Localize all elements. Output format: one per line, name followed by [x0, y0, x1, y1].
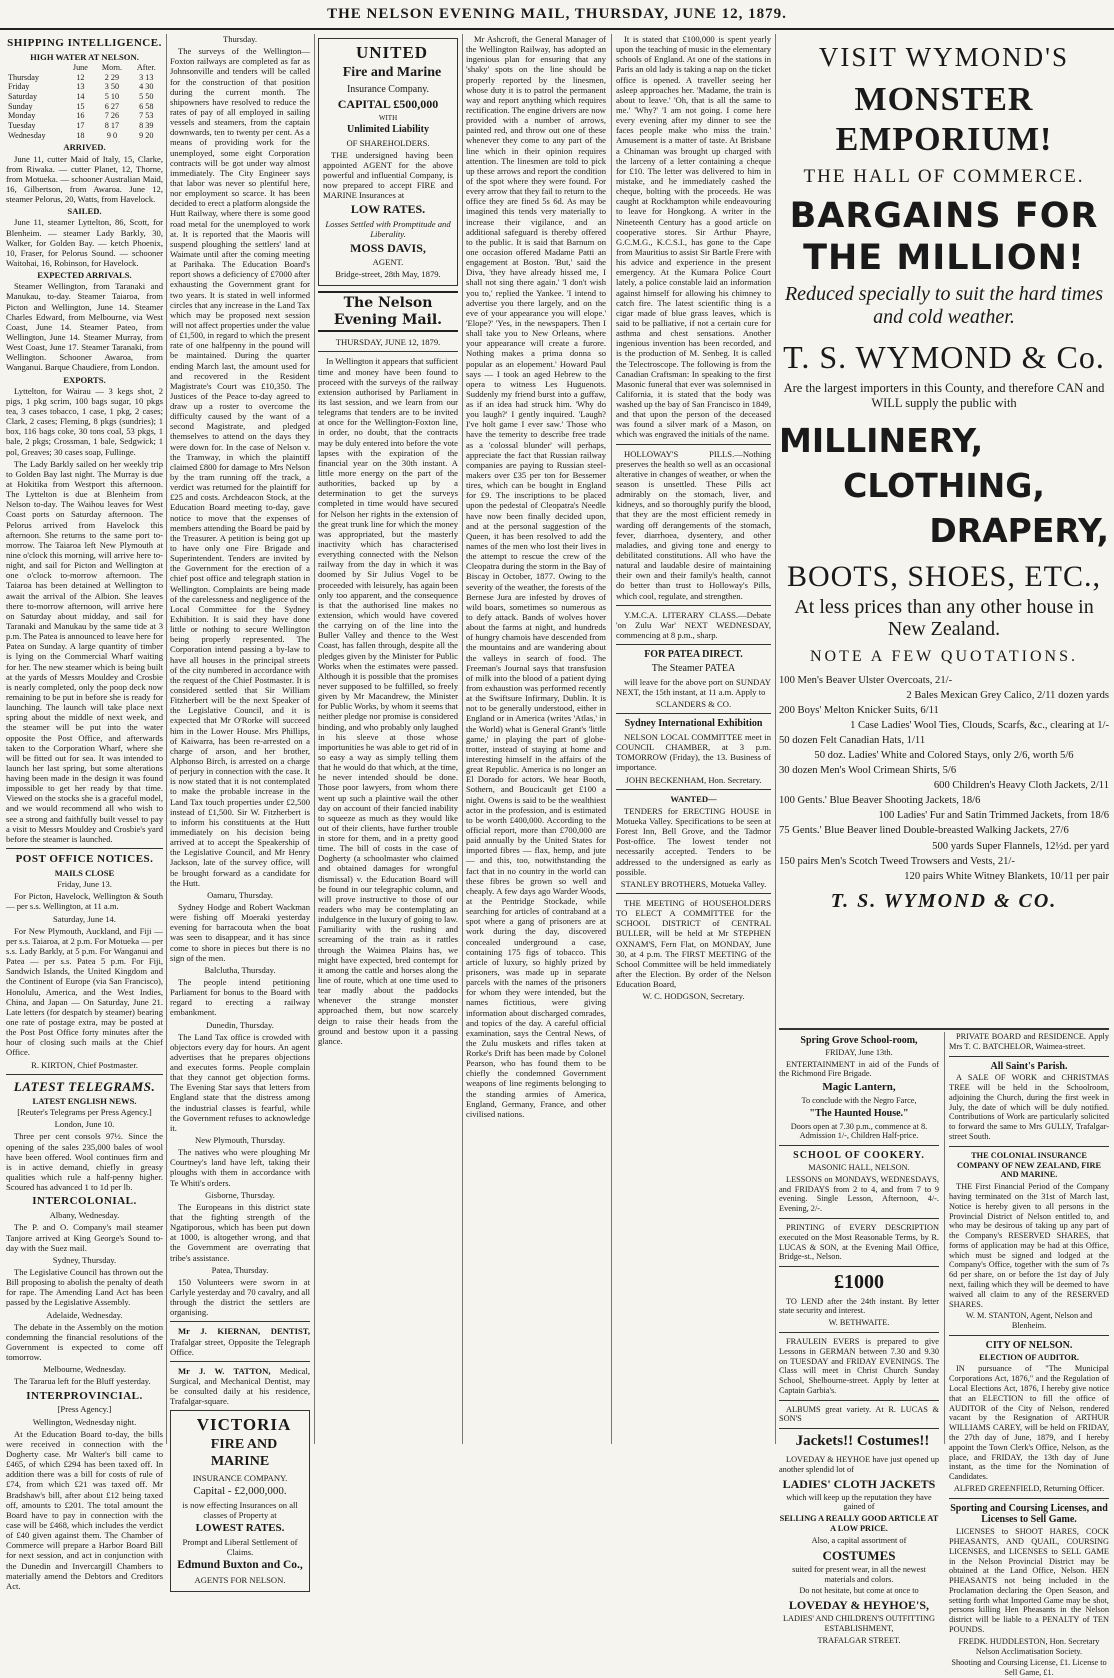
colonial-head: THE COLONIAL INSURANCE COMPANY OF NEW ZEALAND, FIRE AND MARINE. — [956, 1150, 1102, 1180]
intercol-text: The P. and O. Company's mail steamer Tanjore arrived at King George's Sound to-day with the Suez mail. — [6, 1222, 163, 1253]
cookery-text: LESSONS on MONDAYS, WEDNESDAYS, and FRIDAYS from 2 to 4, and from 7 to 9 evening. Single Lesson, Afternoon, 4/-. Evening, 2/-. — [779, 1174, 939, 1214]
column-editorial — [318, 34, 458, 1444]
doors-text: Doors open at 7.30 p.m., commence at 8. Admission 1/-, Children Half-price. — [790, 1121, 928, 1141]
wymond-visit: VISIT WYMOND'S — [818, 42, 1070, 72]
albums-ad: ALBUMS great variety. At R. LUCAS & SON'S — [779, 1404, 939, 1424]
hesitate: Do not hesitate, but come at once to — [799, 1586, 919, 1596]
postmaster: R. KIRTON, Chief Postmaster. — [31, 1059, 138, 1070]
holloway-ad: HOLLOWAY'S PILLS.—Nothing preserves the health so well as an occasional alterative in changes of weather, or when the season is unsettled. These Pills act admirably on the stomach, liver, and kidneys, and so thoroughly purify the blood, that they are the most efficient remedy in warding off derangements of the stomach, fever, diarrhoea, dysentery, and other maladies, and giving tone and energy to debilitated constitutions. All who have the natural and laudable desire of maintaining their own and their family's health, cannot do better than trust to Holloway's Pills, which cool, regulate, and strengthen. — [616, 448, 771, 601]
wymond-prices: At less prices than any other house in New Zealand. — [794, 596, 1094, 641]
lh-text-2: which will keep up the reputation they have gained of — [786, 1492, 932, 1512]
expected-heading: EXPECTED ARRIVALS. — [37, 270, 132, 281]
dunedin-text: The Land Tax office is crowded with objectors every day for hours. An agent advertises that he prepares objections and executes forms. People complain that they cannot get objection forms. The Evening Star says that letters from England state that the distress among the industrial classes is fearful, while the Government refuses to acknowledge it. — [170, 1031, 310, 1133]
ad-tatton: Mr J. W. TATTON, Medical, Surgical, and Mechanical Dentist, may be consulted daily at his residence, Trafalgar-square. — [170, 1365, 310, 1407]
paper-title: The Nelson Evening Mail. — [318, 291, 458, 332]
english-text: Three per cent consols 97½. Since the opening of the sales 235,000 bales of wool have been offered. Wool continues firm and is in active demand, chiefly in greasy qualities which rule a half-penny higher. Scoured has advanced 1 to 1d per lb. — [6, 1131, 163, 1193]
arrived-text: June 11, cutter Maid of Italy, 15, Clarke, from Riwaka. — cutter Planet, 12, Thorne, from Motueka. — schooner Australian Maid, 16, Gilbertson, from Awaroa. June 12, steamer Pelorus, 20, Watts, from Havelock. — [6, 153, 163, 205]
patea-agent: SCLANDERS & CO. — [655, 699, 732, 710]
sporting-head: Sporting and Coursing Licenses, and Licenses to Sell Game. — [950, 1502, 1108, 1526]
sailed-heading: SAILED. — [67, 206, 102, 217]
wymond-bargains: BARGAINS FOR THE MILLION! — [789, 196, 1099, 278]
albany-dateline: Albany, Wednesday. — [49, 1210, 120, 1221]
quotation-list — [779, 673, 1109, 883]
reuter-note: [Reuter's Telegrams per Press Agency.] — [17, 1107, 152, 1118]
printing-ad: PRINTING of EVERY DESCRIPTION executed on the Most Reasonable Terms, by R. LUCAS & SON, at the Evening Mail Office, Bridge-st., Nelson. — [779, 1222, 939, 1262]
classifieds — [779, 1032, 1109, 1678]
column-telegrams — [170, 34, 310, 1585]
editorial-text: In Wellington it appears that sufficient time and money have been found to proceed with the surveys of the railway extension authorised by Parliament in its last session, and we learn from our telegrams that tenders are to be invited at once for the Wellington-Foxton line, in order, no doubt, that the contracts may be duly entered into before the vote lapses with the expiration of the financial year on the 30th instant. A little more energy on the part of the authorities, backed up by a determination to get the surveys completed in time would have secured for Nelson her rights in the extension of the great trunk line for which the money was appropriated, but the masterly inactivity which has characterised everything connected with the Nelson railway from the day in which it was doomed by Sir Julius Vogel to be proceeded with leisurely, has again been only too apparent, and the consequence is that the authorised line makes no extension, which would have covered the carrying on of the line into the Buller Valley and thence to the West Coast, has fallen through, despite all the pledges given by the Minister for Public Works when the estimates were passed. Although it is possible that the promises never supposed to be fulfilled, so freely given by Mr Macandrew, the Minister for Public Works, by whom it seems that neither pledge nor promise is considered binding, and who probably only laughed in his sleeve at those whose importunities he was able to get rid of in so easy a way as simply telling them that he would do that which, at the time, he never intended should be done. Those poor lawyers, from whom there went up such a plaintive wail the other day on account of their fancied inability to squeeze as much as they would like out of their clients, have further trouble in store for them, and in a pretty good time. The bill of costs in the case of Dogherty (a schoolmaster who claimed and obtained damages for wrongful dismissal) v. the Education Board will be found in our telegraphic column, and will prove instructive to those of our readers who may be contemplating an indulgence in the luxury of going to law. Familiarity with the rushing and screaming of the train as it rattles through the Waimea Plains has, we might have expected, bred contempt for it among the cattle and horses along the line of route, which at one time used to tear madly about the paddocks whenever the strange monster approached them, but now scarcely deign to raise their heads from the ground and bestow upon it a passing glance. — [318, 356, 458, 1046]
balclutha-text: The people intend petitioning Parliament for bonus to the Board with regard to erecting a railway embankment. — [170, 976, 310, 1018]
column-rule — [314, 34, 315, 1444]
mails-close: MAILS CLOSE — [54, 868, 115, 879]
table-row: Saturday 14 5 10 5 50 — [8, 92, 154, 102]
patea-head: FOR PATEA DIRECT. — [644, 649, 743, 661]
householders-text: THE MEETING of HOUSEHOLDERS TO ELECT A COMMITTEE for the SCHOOL DISTRICT of CENTRAL BULLER, will be held at Mr STEPHEN OXNAM'S, Fern Flat, on MONDAY, June 30, at 4 p.m. The FIRST MEETING of the School Committee will be held immediately after the Election. By order of the Nelson Education Board, — [616, 897, 771, 990]
colonial-text: THE First Financial Period of the Company having terminated on the 31st of March last, Notice is hereby given to all persons in the Provincial District of Nelson entitled to, and who may be desirous of taking up any part of the Company's RESERVED SHARES, that forms of application may be had at this Office, which must be signed and lodged at the Company's Office, together with the sum of 7s 6d per share, on or before the 1st day of July next, failing which they will be deemed to have waived all claim to any of the RESERVED SHARES. — [949, 1182, 1109, 1309]
expected-text: Steamer Wellington, from Taranaki and Manukau, to-day. Steamer Taiaroa, from Picton and Wellington, June 14. Steamer Charles Edward, from Melbourne, via West Coast, June 14. Steamer Pateo, from Wellington, June 14. Steamer Murray, from West Coast, June 17. Steamer Taranaki, from Wellington. Schooner Awaroa, from Wanganui. Barque Chaudiere, from London. — [6, 281, 163, 373]
column-rule — [462, 34, 463, 1444]
wellington-dateline: Wellington, Wednesday night. — [32, 1416, 137, 1427]
column-shipping — [6, 34, 163, 1591]
spring-date: FRIDAY, June 13th. — [825, 1047, 893, 1057]
list-item: 200 Boys' Melton Knicker Suits, 6/11 — [779, 705, 939, 717]
sydney-exhibition-sec: JOHN BECKENHAM, Hon. Secretary. — [625, 774, 762, 785]
householders-sig: W. C. HODGSON, Secretary. — [642, 991, 745, 1002]
wymond-millinery: MILLINERY, — [779, 421, 984, 461]
gisborne-dateline: Gisborne, Thursday. — [205, 1189, 275, 1200]
wymond-boots: BOOTS, SHOES, ETC., — [786, 559, 1102, 593]
adelaide-dateline: Adelaide, Wednesday. — [46, 1309, 123, 1320]
ad-kiernan: Mr J. KIERNAN, DENTIST, Trafalgar street, Opposite the Telegraph Office. — [170, 1326, 310, 1357]
outfit: LADIES' AND CHILDREN'S OUTFITTING ESTABLISHMENT, — [782, 1614, 936, 1634]
list-item: 2 Bales Mexican Grey Calico, 2/11 dozen yards — [906, 690, 1109, 702]
masthead — [0, 0, 1114, 30]
column-rule — [166, 34, 167, 1444]
wanted-text: TENDERS for ERECTING HOUSE in Motueka Valley. Specifications to be seen at Forest Inn, Bell Grove, and the Tadmor Post-office. The lowest tender not necessarily accepted. Tenders to be addressed to the undersigned as early as possible. — [616, 805, 771, 877]
tide-col-june: June — [72, 63, 88, 73]
post-heading: POST OFFICE NOTICES. — [15, 853, 154, 866]
dunedin-dateline: Dunedin, Thursday. — [206, 1019, 274, 1030]
newplymouth-dateline: New Plymouth, Thursday. — [195, 1135, 285, 1146]
oamaru-text: Sydney Hodge and Robert Wackman were fishing off Moeraki yesterday evening for barracouta when the boat was seen to disappear, and it has since come to shore in pieces but there is no sign of the men. — [170, 901, 310, 963]
trafalgar: TRAFALGAR STREET. — [817, 1635, 901, 1645]
patea-text: 150 Volunteers were sworn in at Carlyle yesterday and 70 cavalry, and all through the district the settlers are organising. — [170, 1276, 310, 1318]
list-item: 500 yards Super Flannels, 12½d. per yard — [932, 840, 1109, 852]
tide-col-after: After. — [136, 63, 156, 73]
lend-sig: W. BETHWAITE. — [828, 1318, 890, 1328]
sporting-text: LICENSES to SHOOT HARES, COCK PHEASANTS, AND QUAIL, COURSING LICENSES, and LICENSES to SELL GAME in the Nelson Provincial District may be obtained at the Land Office, Nelson. HEN PHEASANTS not being included in the Proclamation declaring the Open Season, and setting forth what Imported Game may be shot, persons killing Hen Pheasants in the Nelson district will be liable to a PENALTY of TEN POUNDS. — [949, 1527, 1109, 1635]
saints-head: All Saint's Parish. — [990, 1060, 1068, 1072]
patea-text: will leave for the above port on SUNDAY NEXT, the 15th instant, at 11 a.m. Apply to — [616, 676, 771, 697]
post-text-2: For New Plymouth, Auckland, and Fiji — per s.s. Taiaroa, at 2 p.m. For Motueka — per s.s. Lady Barkly, at 5 p.m. For Wanganui and Patea — per s.s. Patea 5 p.m. For Fiji, Sandwich Islands, the United Kingdom and the Continent of Europe (via San Francisco), Honolulu, America, and the West Indies, China, and Japan — On Saturday, June 21. Late letters (for despatch by steamer) bearing one rate of postage extra, may be posted at the Post Post Office forty minutes after the hour of closing such mails at the Chief Office. — [6, 925, 163, 1058]
magic-lantern: Magic Lantern, — [822, 1081, 896, 1094]
balclutha-dateline: Balclutha, Thursday. — [204, 964, 276, 975]
haunted-house: "The Haunted House." — [809, 1107, 909, 1119]
interprov-heading: INTERPROVINCIAL. — [26, 1389, 143, 1402]
ladies-jackets: LADIES' CLOTH JACKETS — [782, 1476, 936, 1491]
wymond-importers: Are the largest importers in this County, and therefore CAN and WILL supply the public with — [783, 380, 1105, 411]
colonial-sig: W. M. STANTON, Agent, Nelson and Blenheim. — [965, 1311, 1093, 1331]
english-heading: LATEST ENGLISH NEWS. — [32, 1096, 137, 1107]
list-item: 120 pairs White Witney Blankets, 10/11 per pair — [904, 870, 1109, 882]
cookery-hall: MASONIC HALL, NELSON. — [808, 1163, 910, 1173]
wymond-monster: MONSTER EMPORIUM! — [835, 80, 1053, 158]
column-rule — [611, 34, 612, 1444]
post-text-1: For Picton, Havelock, Wellington & South — per s.s. Wellington, at 11 a.m. — [6, 891, 163, 912]
cookery-head: SCHOOL OF COOKERY. — [793, 1150, 925, 1162]
ad-victoria: VICTORIA FIRE AND MARINE INSURANCE COMPANY. Capital - £2,000,000. is now effecting Insurances on all classes of Property at LOWEST RATES. Prompt and Liberal Settlement of Claims. Edmund Buxton and Co., AGENTS FOR NELSON. — [170, 1410, 310, 1591]
sailed-text: June 11, steamer Lyttelton, 86, Scott, for Blenheim. — steamer Lady Barkly, 30, Walker, for Golden Bay. — ketch Phoenix, 10, Fraser, for Pelorus Sound. — schooner Waitohai, 16, Robinson, for Havelock. — [6, 217, 163, 269]
wymond-reduced: Reduced specially to suit the hard times and cold weather. — [784, 283, 1104, 329]
spring-text: ENTERTAINMENT in aid of the Funds of the Richmond Fire Brigade. — [779, 1059, 939, 1079]
jackets-head: Jackets!! Costumes!! — [795, 1433, 930, 1450]
shipping-heading: SHIPPING INTELLIGENCE. — [7, 37, 162, 49]
thursday-dateline: Thursday. — [222, 34, 258, 44]
table-row: Wednesday 18 9 0 9 20 — [8, 130, 154, 140]
tide-heading: HIGH WATER AT NELSON. — [30, 51, 139, 62]
ad-united: UNITED Fire and Marine Insurance Company. CAPITAL £500,000 WITH Unlimited Liability OF SHAREHOLDERS. THE undersigned having been appointed AGENT for the above powerful and influential Company, is now prepared to accept FIRE and MARINE Insurances at LOW RATES. Losses Settled with Promptitude and Liberality. MOSS DAVIS, AGENT. Bridge-street, 28th May, 1879. — [318, 38, 458, 286]
list-item: 50 dozen Felt Canadian Hats, 1/11 — [779, 735, 926, 747]
wymond-hall: THE HALL OF COMMERCE. — [803, 166, 1085, 188]
lend-text: TO LEND after the 24th instant. By letter state security and interest. — [779, 1296, 939, 1316]
lend-amount: £1000 — [834, 1271, 884, 1294]
ymca-ad: Y.M.C.A. LITERARY CLASS.—Debate 'on Zulu War' NEXT WEDNESDAY, commencing at 8 p.m., sharp. — [616, 609, 771, 641]
lh-text: LOVEDAY & HEYHOE have just opened up another splendid lot of — [779, 1454, 939, 1474]
melbourne-text: The Tararua left for the Bluff yesterday. — [14, 1376, 151, 1387]
tide-col-morn: Morn. — [101, 63, 123, 73]
list-item: 100 Gents.' Blue Beaver Shooting Jackets, 18/6 — [779, 795, 981, 807]
costumes: COSTUMES — [822, 1547, 896, 1563]
exports-text: Lyttelton, for Wairau — 3 kegs shot, 2 pigs, 1 pkg scrim, 100 bags sugar, 10 pkgs tea, 3 cases tobacco, 1 case, 1 pkg, 2 cases; Clark, 2 cases; Fleming, 8 pkgs (sundries); 1 box, 116 bags coke, 30 tons coal, 53 pkgs, 1 bale, 2 pkgs; Crossman, 1 bale, Sedgwick; 1 pol, Greaves; 30 cases soap, Fullinge. — [6, 385, 163, 457]
list-item: 150 pairs Men's Scotch Tweed Trowsers and Vests, 21/- — [779, 855, 1015, 867]
gisborne-text: The Europeans in this district state that the fighting strength of the Ngatiporous, which has been put down at 1000, is altogether wrong, and that the Government are overrating that tribe's assistance. — [170, 1201, 310, 1263]
fees: Shooting and Coursing License, £1. License to Sell Game, £1. — [951, 1658, 1107, 1678]
newplymouth-text: The natives who were ploughing Mr Courtney's land have left, taking their ploughs with them in accordance with Te Whiti's orders. — [170, 1147, 310, 1188]
private-board: PRIVATE BOARD and RESIDENCE. Apply Mrs T. C. BATCHELOR, Waimea-street. — [949, 1032, 1109, 1051]
auditor-head: ELECTION OF AUDITOR. — [979, 1352, 1079, 1362]
table-row: Tuesday 17 8 17 8 39 — [8, 121, 154, 131]
wymond-signature: T. S. WYMOND & CO. — [830, 889, 1058, 912]
miscellany-text: Mr Ashcroft, the General Manager of the Wellington Railway, has adopted an ingenious plan for ensuring that any 'shaky' spots on the line should be properly reported by the linesmen, whose duty it is to patrol the permanent way and report anything which requires rectification. The engine drivers are now provided with a number of arrows, painted red, and throw out one of these whenever they come to any part of the line which in their opinion requires attention. The linesmen are told to pick up these arrows and report the condition of the spot where they were found. For every arrow that they fail to return to the office they are fined 5s 6d. As may be imagined this tends very materially to increase their vigilance, and an additional safeguard is thereby offered to the public. It is said that Barnum on one occasion offered Madame Patti an engagement at Boston. 'But,' said the Diva, 'they have already hissed me, I shall not sing there again.' 'I don't wish you to,' replied the Yankee. 'I intend to advertise you there largely, and on the eve of your appearance you will elope.' 'Elope?' 'Yes, in the newspapers. Then I shall take you to New Orleans, where your appearance will create a furore. Nothing makes a prima donna so popular as an elopement.' Howard Paul says — I took an aged Hebrew to the opera to witness Les Huguenots. Suddenly my friend burst into a guffaw, as if an idea had struck him. 'Why do you laugh?' I gently inquired. 'Laugh? I've holt game I ever saw.' Those who have the temerity to describe free trade as a 'colossal blunder' will perhaps, appreciate the fact that Russian railway companies are paying to Russian steel-makers over £35 per ton for Bessemer tires, which can be bought in England for £9. The inscriptions to be placed upon the pedestal of Cleopatra's Needle have now been finally decided upon, and at the personal suggestion of the Queen, it has been resolved to add the names of the men who lost their lives in the attempt to rescue the crew of the Cleopatra during the storm in the Bay of Biscay in October, 1877. Owing to the severity of the weather, the forests of the Bernese Jura are infested by droves of wild boars, sometimes so numerous as to defy attack. Bands of wolves hover about the farms at night, and hundreds of hungry chamois have descended from the mountains and are wandering about the valleys in search of food. The Freeman's Journal says that transfusion of milk into the blood of a patient dying from exhaustion was performed recently at the Swiftsure Infirmary, Dublin. It is not to be generally understood, either in England or in America (writes 'Atlas,' in the World) what is General Grant's 'little game,' in playing the part of globe-trotter, instead of staying at home and interesting himself in the affairs of the great Republic. America is no longer an El Dorado for actors. We hear Booth, Sothern, and Boucicault get £100 a night. Owens is said to be the wealthiest actor in the profession, and is estimated to be worth £400,000. According to the official report, more than £700,000 are paid annually by the United States for imported fibres — flax, hemp, and jute — and this, too, notwithstanding the fact that in no country in the world can these fibres be grown so well and cheaply. A few days ago Warder Woods, at the Pentridge Stockade, while searching for articles of contraband at a spot where a gang of prisoners are at work during the day, discovered concealed underground a case, containing 175 figs of tobacco. This article of luxury, so highly prized by prisoners, was made up in separate parcels with the names of the prisoners for whom they were intended, but the names fictitious, were giving information about discharged comrades, and topics of the day. A careful official examination, says the Central News, of the Zulu muskets and rifles taken at Rorke's Drift has been made by Colonel Pearson, who has found them to be chiefly the condemned Government weapons of line regiments belonging to the standing armies of America, England, Germany, France, and other civilised nations. — [466, 34, 606, 1119]
notices-text: It is stated that £100,000 is spent yearly upon the teaching of music in the elementary schools of England. At one of the stations in Paris an old lady is taking a nap on the ticket office is opened. A traveller seeing her asleep approaches her. 'Madame, the train is about to leave.' 'Oh, that is all the same to me.' 'Why?' 'I am not going. I come here every evening after my dinner to see the faces people make who miss the train.' Amusement is a matter of taste. At Brisbane a Chinaman was brought up charged with the larceny of a letter containing a cheque for £10. The letter was delivered to him in mistake, and he immediately cashed the cheque, bolting with the proceeds. He was caught at Rockhampton while endeavouring to leave for Hongkong. A writer in the Nineteenth Century has a good article on cooperative stores. Sir Arthur Phayre, G.C.M.G., K.C.S.I., has gone to the Cape from Mauritius to assist Sir Bartle Frere with his advice and experience in the present emergency. At the Kumara Police Court lately, a police constable laid an information against himself for allowing his chimney to catch fire. The latest scientific thing is a cigar made of blue grass leaves, which is said to be palliative, if not a certain cure for asthma and chest sensations. Another ingenious invention has been recorded, and is the production of M. Senbeg. It is called the Telectroscope. The following is from the Canadian Craftsman: In speaking to the first Masonic funeral that ever was solemnised in California, it is stated that the body was washed up the bay of San Francisco in 1849, and that upon the person of the deceased was found a silver mark of a Mason, on which was engraved the initials of the name. — [616, 34, 771, 440]
sydney-dateline: Sydney, Thursday. — [52, 1254, 117, 1265]
wymond-drapery: DRAPERY, — [929, 510, 1109, 550]
list-item: 100 Men's Beaver Ulster Overcoats, 21/- — [779, 675, 953, 687]
column-notices — [616, 34, 771, 1444]
selling: SELLING A REALLY GOOD ARTICLE AT A LOW PRICE. — [779, 1514, 939, 1534]
patea-dateline: Patea, Thursday. — [211, 1264, 269, 1275]
sydney-exhibition-head: Sydney International Exhibition — [624, 718, 763, 730]
friday-label: Friday, June 13. — [57, 879, 112, 890]
exports-heading: EXPORTS. — [63, 374, 106, 385]
suited: suited for present wear, in all the newest materials and colors. — [792, 1564, 926, 1584]
saturday-label: Saturday, June 14. — [53, 913, 116, 924]
also: Also, a capital assortment of — [811, 1535, 907, 1545]
sydney-exhibition-text: NELSON LOCAL COMMITTEE meet in COUNCIL CHAMBER, at 3 p.m. TOMORROW (Friday), the 13. Business of importance. — [616, 731, 771, 773]
table-row: Friday 13 3 50 4 30 — [8, 82, 154, 92]
city-head: CITY OF NELSON. — [985, 1339, 1073, 1351]
wanted-head: WANTED— — [670, 793, 717, 804]
masthead-title: THE NELSON EVENING MAIL, THURSDAY, JUNE 12, 1879. — [327, 6, 787, 22]
classifieds-right — [949, 1032, 1109, 1678]
list-item: 75 Gents.' Blue Beaver lined Double-breasted Walking Jackets, 27/6 — [779, 825, 1069, 837]
interprov-text: At the Education Board to-day, the bills were received in connection with the Dogherty case. Mr Walter's bill came to £465, of which £294 has been taxed off. In addition there was a bill for costs of rule of £74, from which £21 was taxed off. Mr Bradshaw's bill, after about £12 being taxed off, amounts to £201. The total amount the Board have to pay in connection with the case will be £468, which includes the verdict of £40 given against them. The Chamber of Commerce will prepare a Harbor Board Bill for next session, and act in conjunction with the Dunedin and Invercargill Chambers to materially amend the Debtors and Creditors Act. — [6, 1428, 163, 1591]
list-item: 1 Case Ladies' Wool Ties, Clouds, Scarfs, &c., clearing at 1/- — [850, 720, 1109, 732]
patea-steamer: The Steamer PATEA — [651, 662, 736, 674]
sydney-text: The Legislative Council has thrown out the Bill proposing to abolish the penalty of death for rape. The Amending Land Act has been passed by the Legislative Assembly. — [6, 1266, 163, 1308]
paper-date: THURSDAY, JUNE 12, 1879. — [335, 337, 441, 348]
column-rule — [775, 34, 776, 1444]
melbourne-dateline: Melbourne, Wednesday. — [43, 1364, 126, 1375]
auditor-text: IN pursuance of "The Municipal Corporations Act, 1876," and the Regulation of Local Elections Act, 1876, I hereby give notice that an ELECTION to fill the office of AUDITOR of the City of Nelson, rendered vacant by the Resignation of ARTHUR WILLIAMS CAREY, will be held on FRIDAY, the 27th day of June, 1879, and I hereby appoint the Town Clerk's Office, Nelson, as the place, and FRIDAY, the 13th day of June instant, as the time for the Nomination of Candidates. — [949, 1364, 1109, 1482]
london-dateline: London, June 10. — [54, 1119, 115, 1130]
adelaide-text: The debate in the Assembly on the motion condemning the financial resolutions of the Government is expected to come off tomorrow. — [6, 1321, 163, 1363]
intercolonial-heading: INTERCOLONIAL. — [32, 1195, 137, 1208]
table-row: Sunday 15 6 27 6 58 — [8, 101, 154, 111]
table-row: Thursday 12 2 29 3 13 — [8, 72, 154, 82]
wymond-clothing: CLOTHING, — [843, 466, 1045, 506]
lh-name: LOVEDAY & HEYHOE'S, — [788, 1598, 930, 1613]
tide-table — [6, 63, 163, 140]
list-item: 100 Ladies' Fur and Satin Trimmed Jackets, from 18/6 — [878, 810, 1109, 822]
arrived-heading: ARRIVED. — [63, 142, 106, 153]
classifieds-left — [779, 1032, 939, 1645]
wellington-news: The surveys of the Wellington—Foxton railways are completed as far as Johnsonville and tenders will be called for the construction of that position during the current month. The shipowners have resolved to reduce the rates of pay of all employed in sailing vessels and steamers, from the captain downwards, ten to twenty per cent. As a means of providing work for the unemployed, some eight Corporation contracts will be got under way almost immediately. The City Engineer says that labor was never so plentiful here, nor employment so scarce. It has been decided to erect a platform alongside the Hutt Railway, where there is some good road metal for the unemployed to work at. It is reported that the Maoris will suspend ploughing the settlers' land at Waimate until after the coming meeting at Parihaka. The Education Board's report shows a deficiency of £7000 after exhausting the Government grant for two years. It is stated in well informed circles that any increase in the Land Tax which may be proposed next session will not affect properties under the value of £1,500, in regard to which the present rate of one halfpenny in the pound will be maintained. During the quarter ending March last, the amount used for and recovered in the Resident Magistrate's Court was £10,350. The Justices of the Peace to-day agreed to draw up a roster to overcome the difficulty caused by the want of a second Magistrate, and pledged themselves to attend on the days they were down for. In the case of Nelson v. the Tramway, in which the plaintiff claimed £800 for damage to Mrs Nelson by the tram running off the track, a verdict was returned for the plaintiff for £25 and costs. Archdeacon Stock, at the Education Board meeting to-day, gave notice to move that the expenses of members attending the Board be paid by the Treasurer. A petition is being got up to have only one Fire Brigade and Superintendent. Tenders are invited by the Government for the erection of a chief post office and telegraph station in Wellington. Complaints are being made of the carelessness and negligence of the Local Committee for the Sydney Exhibition. It is said they have done little or nothing to secure Wellington being properly represented. The Corporation intend passing a by-law to have all houses in the principal streets of the city numbered in accordance with the request of the Chief Postmaster. It is considered settled that Sir William Fitzherbert will be the next Speaker of the Legislative Council, and it is expected that Mr O'Rorke will succeed him in the Lower House. Mrs Phillips, of Kaiwarra, has been re-arrested on a charge of arson, and her brother, Alphonso Birch, is arrested on a charge of perjury in connection with the case. It is now stated that it is not contemplated to make the probable increase in the Land Tax touch properties under £2,500 instead of £1,500. Sir W. Fitzherbert is to inform his constituents at the Hutt immediately on his decision being arrived at to accept the Speakership of the Legislative Council, and Mr Henry Jackson, late of the survey office, will be brought forward as a candidate for the Hutt. — [170, 46, 310, 888]
wymond-ad — [779, 34, 1109, 1032]
telegrams-heading: LATEST TELEGRAMS. — [13, 1078, 156, 1094]
spring-head: Spring Grove School-room, — [800, 1035, 918, 1046]
list-item: 30 dozen Men's Wool Crimean Shirts, 5/6 — [779, 765, 957, 777]
magic-text: To conclude with the Negro Farce, — [801, 1096, 917, 1106]
shipping-news: The Lady Barkly sailed on her weekly trip to Golden Bay last night. The Murray is due at Hokitika from Westport this afternoon. The Lyttelton is due at Blenheim from Nelson to-day. The Waihou leaves for West Coast ports on Saturday afternoon. The Pelorus arrived from Havelock this afternoon. She returns to the same port to-morrow. The Taiaroa left New Plymouth at nine o'clock this morning, will arrive here to-night, and sail for Picton and Wellington at one o'clock to-morrow afternoon. The Taiaroa has been detained at Wellington to await the arrival of the Albion. She leaves there to-morrow afternoon, will arrive here on Saturday about midday, and sail for Taranaki and Manukau by the same tide at 3 p.m. The Patea is announced to leave here for Patea on Sunday. A large quantity of timber is lying on the Commercial Wharf waiting for her. The new steamer which is being built at the yards of Messrs Mouldey and Crosbie is nearly completed, only the poop deck now remaining to be put in before she is ready for launching. The launch will take place next spring about the middle of next week, and the steamer will be put into the water opposite the Post Office, and afterwards taken to the Corporation Wharf, where she will be fitted out for sea. It was intended to launch her last spring, but some alterations having been made in the design it was found impossible to get her ready by that time. Viewed on the stocks she is a graceful model, and we would recommend all who wish to see a strong and faithfully built vessel to pay a visit to Messrs Mouldey and Crosbie's yard before the steamer is launched. — [6, 458, 163, 844]
wymond-firm: T. S. WYMOND & Co. — [783, 339, 1105, 376]
list-item: 50 doz. Ladies' White and Colored Stays, only 2/6, worth 5/6 — [814, 750, 1074, 762]
sporting-sig: FREDK. HUDDLESTON, Hon. Secretary Nelson Acclimatisation Society. — [958, 1636, 1100, 1656]
auditor-sig: ALFRED GREENFIELD, Returning Officer. — [953, 1483, 1105, 1493]
frau-ad: FRAULEIN EVERS is prepared to give Lessons in GERMAN between 7.30 and 9.30 on TUESDAY and FRIDAY EVENINGS. The Class will meet in Christ Church Sunday School, Shelbourne-street. Apply by letter at Captain Garbia's. — [779, 1337, 939, 1395]
saints-text: A SALE OF WORK and CHRISTMAS TREE will be held in the Schoolroom, adjoining the Church, during the first week in July, the date of which will be duly notified. Contributions of Work are particularly solicited to forward the same to Mrs GULLY, Trafalgar-street South. — [949, 1073, 1109, 1142]
column-miscellany — [466, 34, 606, 1444]
wanted-sig: STANLEY BROTHERS, Motueka Valley. — [620, 878, 767, 889]
list-item: 600 Children's Heavy Cloth Jackets, 2/11 — [933, 780, 1109, 792]
oamaru-dateline: Oamaru, Thursday. — [207, 889, 273, 900]
press-agency: [Press Agency.] — [57, 1404, 112, 1415]
table-row: Monday 16 7 26 7 53 — [8, 111, 154, 121]
wymond-note: NOTE A FEW QUOTATIONS. — [810, 648, 1078, 666]
